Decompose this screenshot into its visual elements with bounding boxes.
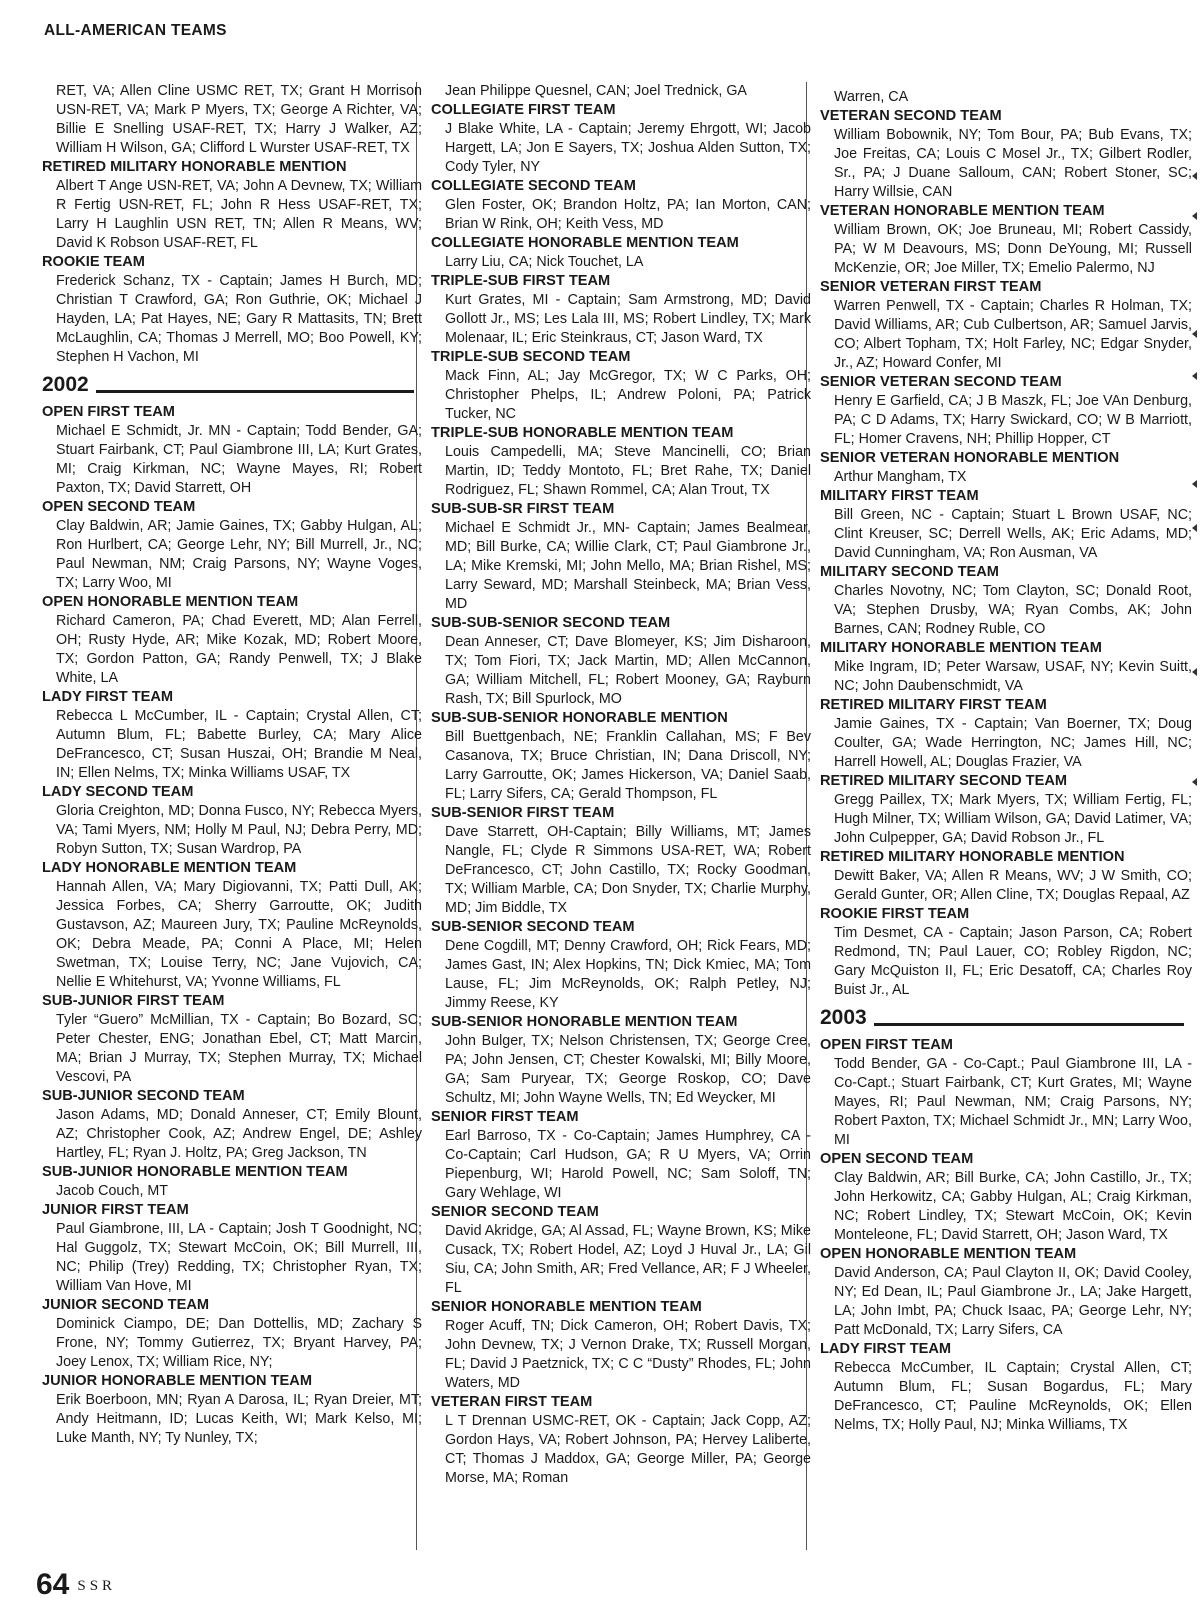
team-heading: COLLEGIATE HONORABLE MENTION TEAM	[431, 235, 739, 251]
team-members: Louis Campedelli, MA; Steve Mancinelli, CO; Brian Martin, ID; Teddy Montoto, FL; Bret Rahe, TX; Daniel Rodriguez, FL; Shawn Rommel, CA; Alan Trout, TX	[445, 444, 811, 498]
team-members: Warren Penwell, TX - Captain; Charles R Holman, TX; David Williams, AR; Cub Culbertson, AR; Samuel Jarvis, CO; Albert Topham, TX; Holt Farley, NC; Edgar Snyder, Jr., AZ; Howard Confer, MI	[834, 298, 1192, 371]
year-divider	[42, 371, 422, 401]
team-heading: JUNIOR HONORABLE MENTION TEAM	[42, 1373, 312, 1389]
team-members: Rebecca L McCumber, IL - Captain; Crystal Allen, CT; Autumn Blum, FL; Babette Burley, CA; Mary Alice DeFrancesco, CT; Susan Huszai, OH; Brandie M Neal, IN; Ellen Nelms, TX; Minka Williams USAF, TX	[56, 708, 422, 781]
team-members: Charles Novotny, NC; Tom Clayton, SC; Donald Root, VA; Stephen Drusby, WA; Ryan Combs, AK; John Barnes, CAN; Rodney Ruble, CO	[834, 583, 1192, 637]
team-members: J Blake White, LA - Captain; Jeremy Ehrgott, WI; Jacob Hargett, LA; Jon E Sayers, TX; Joshua Alden Sutton, TX; Cody Tyler, NY	[445, 121, 811, 175]
team-members: Michael E Schmidt, Jr. MN - Captain; Todd Bender, GA; Stuart Fairbank, CT; Paul Giambrone III, LA; Kurt Grates, MI; Craig Kirkman, NC; Wayne Mayes, RI; Robert Paxton, TX; David Starrett, OH	[56, 423, 422, 496]
team-heading: SUB-SUB-SENIOR SECOND TEAM	[431, 615, 671, 631]
team-section	[431, 709, 811, 804]
team-members: John Bulger, TX; Nelson Christensen, TX; George Cree, PA; John Jensen, CT; Chester Kowalski, MI; Billy Moore, GA; Sam Puryear, TX; George Roskop, CO; Dave Schultz, MI; John Wayne Wells, TN; Ed Weycker, MI	[445, 1033, 811, 1106]
team-members: Bill Buettgenbach, NE; Franklin Callahan, MS; F Bev Casanova, TX; Bruce Christian, IN; Dana Driscoll, NY; Larry Garroutte, OK; James Hickerson, VA; Daniel Saab, FL; Larry Sifers, CA; Gerald Thompson, FL	[445, 729, 811, 802]
page-number: 64	[36, 1568, 70, 1601]
team-section	[431, 82, 811, 101]
team-heading: RETIRED MILITARY SECOND TEAM	[820, 773, 1068, 789]
page-edge-mark	[1192, 480, 1197, 488]
page-header-title: ALL-AMERICAN TEAMS	[44, 22, 227, 39]
team-members: Dave Starrett, OH-Captain; Billy Williams, MT; James Nangle, FL; Clyde R Simmons USA-RET, WA; Robert DeFrancesco, CT; John Castillo, TX; Rocky Goodman, TX; William Marble, CA; Don Snyder, TX; Charlie Murphy, MD; Jim Biddle, TX	[445, 824, 811, 916]
page-edge-mark	[1192, 524, 1197, 532]
column-1	[42, 82, 422, 1448]
page-edge-mark	[1192, 212, 1197, 220]
team-heading: OPEN HONORABLE MENTION TEAM	[42, 594, 299, 610]
team-heading: SENIOR VETERAN HONORABLE MENTION	[820, 450, 1120, 466]
team-members: Jamie Gaines, TX - Captain; Van Boerner, TX; Doug Coulter, GA; Wade Herrington, NC; James Hill, NC; Harrell Howell, AL; Douglas Frazier, VA	[834, 716, 1192, 770]
page-edge-mark	[1192, 330, 1197, 338]
team-members: Todd Bender, GA - Co-Capt.; Paul Giambrone III, LA - Co-Capt.; Stuart Fairbank, CT; Kurt Grates, MI; Wayne Mayes, RI; Paul Newman, NM; Craig Parsons, NY; Robert Paxton, TX; Michael Schmidt Jr., MN; Larry Woo, MI	[834, 1056, 1192, 1148]
team-section	[42, 498, 422, 593]
team-heading: SENIOR VETERAN FIRST TEAM	[820, 279, 1042, 295]
team-members: Jason Adams, MD; Donald Anneser, CT; Emily Blount, AZ; Christopher Cook, AZ; Andrew Engel, DE; Ashley Hartley, FL; Ryan J. Holtz, PA; Greg Jackson, TN	[56, 1107, 422, 1161]
team-section	[820, 278, 1192, 373]
team-section	[820, 1245, 1192, 1340]
team-section	[820, 107, 1192, 202]
year-heading: 2003	[820, 1006, 867, 1029]
team-members: Paul Giambrone, III, LA - Captain; Josh T Goodnight, NC; Hal Guggolz, TX; Stewart McCoin, OK; Bill Murrell, III, NC; Philip (Trey) Redding, TX; Christopher Ryan, TX; William Van Hove, MI	[56, 1221, 422, 1294]
team-heading: JUNIOR SECOND TEAM	[42, 1297, 210, 1313]
team-section	[42, 1087, 422, 1163]
team-section	[42, 859, 422, 992]
team-heading: MILITARY HONORABLE MENTION TEAM	[820, 640, 1102, 656]
team-section	[820, 373, 1192, 449]
team-section	[431, 1393, 811, 1488]
team-section	[431, 1203, 811, 1298]
team-heading: RETIRED MILITARY HONORABLE MENTION	[42, 159, 347, 175]
page-footer	[36, 1568, 116, 1604]
team-section	[820, 772, 1192, 848]
team-heading: SUB-SENIOR FIRST TEAM	[431, 805, 615, 821]
team-heading: LADY FIRST TEAM	[42, 689, 174, 705]
team-members: Gloria Creighton, MD; Donna Fusco, NY; Rebecca Myers, VA; Tami Myers, NM; Holly M Paul, NJ; Debra Perry, MD; Robyn Sutton, TX; Susan Wardrop, PA	[56, 803, 422, 857]
team-section	[431, 1013, 811, 1108]
team-section	[431, 804, 811, 918]
team-members: William Brown, OK; Joe Bruneau, MI; Robert Cassidy, PA; W M Deavours, MS; Donn DeYoung, MI; Russell McKenzie, OR; Joe Miller, TX; Emelio Palermo, NJ	[834, 222, 1192, 276]
team-section	[42, 1163, 422, 1201]
year-heading: 2002	[42, 373, 89, 396]
team-section	[431, 918, 811, 1013]
team-heading: SENIOR HONORABLE MENTION TEAM	[431, 1299, 702, 1315]
team-members: David Akridge, GA; Al Assad, FL; Wayne Brown, KS; Mike Cusack, TX; Robert Hodel, AZ; Loyd J Huval Jr., LA; Gil Siu, CA; John Smith, AR; Fred Vellance, AR; F J Wheeler, FL	[445, 1223, 811, 1296]
publication-mark: SSR	[77, 1578, 117, 1594]
team-heading: ROOKIE FIRST TEAM	[820, 906, 970, 922]
team-members: Tim Desmet, CA - Captain; Jason Parson, CA; Robert Redmond, TN; Paul Lauer, CO; Robley Rigdon, NC; Gary McQuiston II, FL; Eric Desatoff, CA; Charles Roy Buist Jr., AL	[834, 925, 1192, 998]
team-section	[820, 449, 1192, 487]
team-members: Clay Baldwin, AR; Jamie Gaines, TX; Gabby Hulgan, AL; Ron Hurlbert, CA; George Lehr, NY; Bill Murrell, Jr., NC; Paul Newman, NM; Craig Parsons, NY; Wayne Voges, TX; Larry Woo, MI	[56, 518, 422, 591]
column-3	[820, 88, 1192, 1435]
team-section	[42, 593, 422, 688]
team-heading: SUB-SUB-SR FIRST TEAM	[431, 501, 615, 517]
team-members: Jacob Couch, MT	[56, 1183, 169, 1199]
team-members: Jean Philippe Quesnel, CAN; Joel Trednick, GA	[445, 83, 747, 99]
page-edge-mark	[1192, 172, 1197, 180]
team-heading: LADY HONORABLE MENTION TEAM	[42, 860, 297, 876]
team-members: Rebecca McCumber, IL Captain; Crystal Allen, CT; Autumn Blum, FL; Susan Bogardus, FL; Mary DeFrancesco, CT; Pauline McReynolds, OK; Ellen Nelms, TX; Holly Paul, NJ; Minka Williams, TX	[834, 1360, 1192, 1433]
team-section	[820, 202, 1192, 278]
year-rule	[874, 1023, 1184, 1026]
team-section	[431, 177, 811, 234]
team-section	[431, 500, 811, 614]
team-section	[42, 1296, 422, 1372]
team-heading: TRIPLE-SUB HONORABLE MENTION TEAM	[431, 425, 734, 441]
team-section	[820, 696, 1192, 772]
team-members: Michael E Schmidt Jr., MN- Captain; James Bealmear, MD; Bill Burke, CA; Willie Clark, CT; Paul Giambrone Jr., LA; Mike Kremski, MI; John Mello, MA; Brian Rishel, MS; Larry Seward, MD; Marshall Steinbeck, MA; Brian Vess, MD	[445, 520, 811, 612]
year-rule	[96, 390, 414, 393]
team-section	[42, 158, 422, 253]
team-members: Frederick Schanz, TX - Captain; James H Burch, MD; Christian T Crawford, GA; Ron Guthrie, OK; Michael J Hayden, LA; Pat Hayes, NE; Gary R Mattasits, TN; Brett McLaughlin, CA; Thomas J Merrell, MO; Boo Powell, KY; Stephen H Vachon, MI	[56, 273, 422, 365]
team-heading: OPEN SECOND TEAM	[42, 499, 196, 515]
team-section	[431, 424, 811, 500]
team-heading: SENIOR FIRST TEAM	[431, 1109, 579, 1125]
team-heading: TRIPLE-SUB SECOND TEAM	[431, 349, 631, 365]
team-section	[431, 1108, 811, 1203]
team-section	[42, 1201, 422, 1296]
team-section	[42, 253, 422, 367]
team-heading: COLLEGIATE SECOND TEAM	[431, 178, 636, 194]
team-heading: VETERAN HONORABLE MENTION TEAM	[820, 203, 1105, 219]
team-heading: VETERAN SECOND TEAM	[820, 108, 1002, 124]
team-members: William Bobownik, NY; Tom Bour, PA; Bub Evans, TX; Joe Freitas, CA; Louis C Mosel Jr., TX; Gilbert Rodler, Sr., PA; J Duane Salloum, CAN; Robert Stoner, SC; Harry Willsie, CAN	[834, 127, 1192, 200]
team-heading: OPEN HONORABLE MENTION TEAM	[820, 1246, 1077, 1262]
team-heading: SUB-JUNIOR SECOND TEAM	[42, 1088, 245, 1104]
team-section	[820, 563, 1192, 639]
team-heading: RETIRED MILITARY FIRST TEAM	[820, 697, 1047, 713]
team-heading: VETERAN FIRST TEAM	[431, 1394, 593, 1410]
team-section	[820, 487, 1192, 563]
team-members: Larry Liu, CA; Nick Touchet, LA	[445, 254, 644, 270]
team-heading: JUNIOR FIRST TEAM	[42, 1202, 189, 1218]
team-members: Bill Green, NC - Captain; Stuart L Brown USAF, NC; Clint Kreuser, SC; Derrell Wells, AK; Eric Adams, MD; David Cunningham, VA; Ron Ausman, VA	[834, 507, 1192, 561]
team-members: Henry E Garfield, CA; J B Maszk, FL; Joe VAn Denburg, PA; C D Adams, TX; Harry Swickard, CO; W B Marriott, FL; Homer Cravens, NH; Phillip Hopper, CT	[834, 393, 1192, 447]
team-members: Dewitt Baker, VA; Allen R Means, WV; J W Smith, CO; Gerald Gunter, OR; Allen Cline, TX; Douglas Repaal, AZ	[834, 868, 1192, 903]
team-heading: SUB-JUNIOR FIRST TEAM	[42, 993, 225, 1009]
team-section	[431, 348, 811, 424]
team-heading: LADY SECOND TEAM	[42, 784, 194, 800]
team-heading: SENIOR VETERAN SECOND TEAM	[820, 374, 1062, 390]
team-section	[42, 688, 422, 783]
team-members: Richard Cameron, PA; Chad Everett, MD; Alan Ferrell, OH; Rusty Hyde, AR; Mike Kozak, MD; Robert Moore, TX; Gordon Patton, GA; Randy Penwell, TX; J Blake White, LA	[56, 613, 422, 686]
team-members: Arthur Mangham, TX	[834, 469, 967, 485]
page-edge-mark	[1192, 668, 1197, 676]
team-section	[431, 614, 811, 709]
team-section	[42, 403, 422, 498]
team-heading: ROOKIE TEAM	[42, 254, 145, 270]
team-members: Dominick Ciampo, DE; Dan Dottellis, MD; Zachary S Frone, NY; Tommy Gutierrez, TX; Bryant Harvey, PA; Joey Lenox, TX; William Rice, NY;	[56, 1316, 422, 1370]
column-2	[431, 82, 811, 1488]
team-heading: TRIPLE-SUB FIRST TEAM	[431, 273, 611, 289]
team-members: Dean Anneser, CT; Dave Blomeyer, KS; Jim Disharoon, TX; Tom Fiori, TX; Jack Martin, MD; Allen McCannon, GA; William Mitchell, FL; Robert Mooney, GA; Rayburn Rash, TX; Bill Spurlock, MO	[445, 634, 811, 707]
team-section	[820, 1340, 1192, 1435]
team-heading: OPEN SECOND TEAM	[820, 1151, 974, 1167]
team-section	[820, 1150, 1192, 1245]
team-section	[431, 1298, 811, 1393]
team-members: Warren, CA	[834, 89, 909, 105]
team-members: David Anderson, CA; Paul Clayton II, OK; David Cooley, NY; Ed Dean, IL; Paul Giambrone Jr., LA; Jake Hargett, LA; John Imbt, PA; Chuck Isaac, PA; George Lehr, NY; Patt McDonald, TX; Larry Sifers, CA	[834, 1265, 1192, 1338]
team-members: Glen Foster, OK; Brandon Holtz, PA; Ian Morton, CAN; Brian W Rink, OH; Keith Vess, MD	[445, 197, 811, 232]
team-heading: MILITARY FIRST TEAM	[820, 488, 979, 504]
team-heading: MILITARY SECOND TEAM	[820, 564, 999, 580]
team-members: Gregg Paillex, TX; Mark Myers, TX; William Fertig, FL; Hugh Milner, TX; William Wilson, GA; David Latimer, VA; John Culpepper, GA; David Robson Jr., FL	[834, 792, 1192, 846]
team-members: Mike Ingram, ID; Peter Warsaw, USAF, NY; Kevin Suitt, NC; John Daubenschmidt, VA	[834, 659, 1192, 694]
team-heading: OPEN FIRST TEAM	[820, 1037, 953, 1053]
team-section	[820, 905, 1192, 1000]
team-heading: LADY FIRST TEAM	[820, 1341, 952, 1357]
team-section	[820, 848, 1192, 905]
team-members: RET, VA; Allen Cline USMC RET, TX; Grant H Morrison USN-RET, VA; Mark P Myers, TX; George A Richter, VA; Billie E Snelling USAF-RET, TX; Harry J Walker, AZ; William H Wilson, GA; Clifford L Wurster USAF-RET, TX	[56, 83, 422, 156]
team-members: Hannah Allen, VA; Mary Digiovanni, TX; Patti Dull, AK; Jessica Forbes, CA; Sherry Garroutte, OK; Judith Gustavson, AZ; Maureen Jury, TX; Pauline McReynolds, OK; Debra Meade, PA; Conni A Place, MI; Helen Swetman, TX; Louise Terry, NC; Jane Vujovich, CA; Nellie E Whitehurst, VA; Yvonne Williams, FL	[56, 879, 422, 990]
team-section	[42, 783, 422, 859]
team-section	[820, 639, 1192, 696]
team-section	[42, 1372, 422, 1448]
page-edge-mark	[1192, 372, 1197, 380]
team-members: Kurt Grates, MI - Captain; Sam Armstrong, MD; David Gollott Jr., MS; Les Lala III, MS; Robert Lindley, TX; Mark Molenaar, IL; Eric Steinkraus, CT; Jason Ward, TX	[445, 292, 811, 346]
team-heading: COLLEGIATE FIRST TEAM	[431, 102, 616, 118]
team-heading: SENIOR SECOND TEAM	[431, 1204, 599, 1220]
year-divider	[820, 1004, 1192, 1034]
team-members: Roger Acuff, TN; Dick Cameron, OH; Robert Davis, TX; John Devnew, TX; J Vernon Drake, TX; Russell Morgan, FL; David J Paetznick, TX; C C “Dusty” Rhodes, FL; John Waters, MD	[445, 1318, 811, 1391]
team-heading: SUB-SENIOR SECOND TEAM	[431, 919, 635, 935]
team-section	[42, 82, 422, 158]
team-section	[820, 1036, 1192, 1150]
team-members: Dene Cogdill, MT; Denny Crawford, OH; Rick Fears, MD; James Gast, IN; Alex Hopkins, TN; Dick Kmiec, MA; Tom Lause, FL; Jim McReynolds, OK; Ralph Petley, NJ; Jimmy Reese, KY	[445, 938, 811, 1011]
team-heading: OPEN FIRST TEAM	[42, 404, 175, 420]
team-members: Albert T Ange USN-RET, VA; John A Devnew, TX; William R Fertig USN-RET, FL; John R Hess USAF-RET, TX; Larry H Laughlin USN RET, TN; Allen R Means, WV; David K Robson USAF-RET, FL	[56, 178, 422, 251]
team-members: Earl Barroso, TX - Co-Captain; James Humphrey, CA - Co-Captain; Carl Hudson, GA; R U Myers, VA; Orrin Piepenburg, WI; Harold Powell, NC; Sam Soloff, TN; Gary Wehlage, WI	[445, 1128, 811, 1201]
team-heading: SUB-SUB-SENIOR HONORABLE MENTION	[431, 710, 728, 726]
team-members: Clay Baldwin, AR; Bill Burke, CA; John Castillo, Jr., TX; John Herkowitz, CA; Gabby Hulgan, AL; Craig Kirkman, NC; Robert Lindley, TX; Stewart McCoin, OK; Kevin Monteleone, FL; David Starrett, OH; Jason Ward, TX	[834, 1170, 1192, 1243]
team-heading: SUB-SENIOR HONORABLE MENTION TEAM	[431, 1014, 738, 1030]
team-members: Mack Finn, AL; Jay McGregor, TX; W C Parks, OH; Christopher Phelps, IL; Andrew Poloni, PA; Patrick Tucker, NC	[445, 368, 811, 422]
team-section	[431, 272, 811, 348]
team-section	[42, 992, 422, 1087]
team-section	[820, 88, 1192, 107]
team-members: Erik Boerboon, MN; Ryan A Darosa, IL; Ryan Dreier, MT; Andy Heitmann, ID; Lucas Keith, WI; Mark Kelso, MI; Luke Manth, NY; Ty Nunley, TX;	[56, 1392, 422, 1446]
team-section	[431, 101, 811, 177]
team-heading: SUB-JUNIOR HONORABLE MENTION TEAM	[42, 1164, 348, 1180]
page-edge-mark	[1192, 778, 1197, 786]
team-members: Tyler “Guero” McMillian, TX - Captain; Bo Bozard, SC; Peter Chester, ENG; Jonathan Ebel, CT; Matt Marcin, MA; Brian J Murray, TX; Stephen Murray, TX; Michael Vescovi, PA	[56, 1012, 422, 1085]
team-section	[431, 234, 811, 272]
team-members: L T Drennan USMC-RET, OK - Captain; Jack Copp, AZ; Gordon Hays, VA; Robert Johnson, PA; Hervey Laliberte, CT; Thomas J Maddox, GA; George Miller, PA; George Morse, MA; Roman	[445, 1413, 811, 1486]
team-heading: RETIRED MILITARY HONORABLE MENTION	[820, 849, 1125, 865]
